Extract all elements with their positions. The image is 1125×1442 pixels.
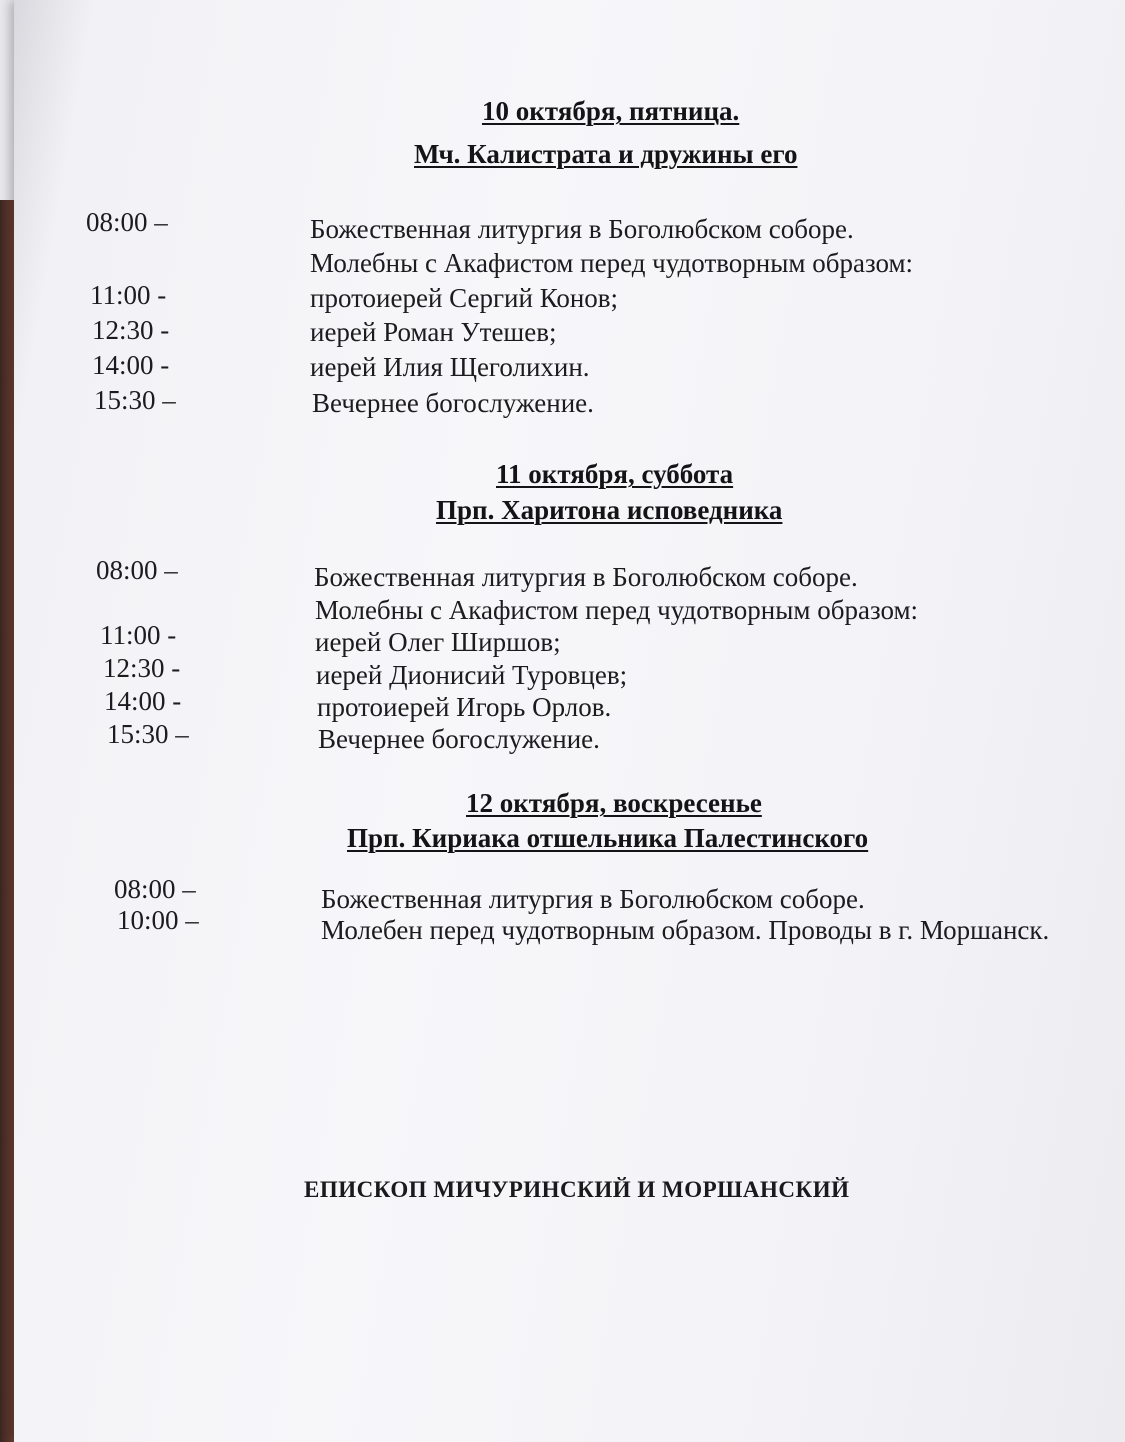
day2-event-4: иерей Дионисий Туровцев; <box>316 660 628 690</box>
day1-time-5: 14:00 - <box>92 350 170 380</box>
day2-time-1: 08:00 – <box>96 555 178 585</box>
day3-time-2: 10:00 – <box>117 905 199 935</box>
schedule-sheet <box>14 0 1125 1442</box>
day1-event-4: иерей Роман Утешев; <box>310 317 557 347</box>
day1-event-3: протоиерей Сергий Конов; <box>310 283 619 313</box>
day1-event-1: Божественная литургия в Боголюбском соборе. <box>310 214 854 244</box>
day1-event-6: Вечернее богослужение. <box>312 388 594 418</box>
day2-event-5: протоиерей Игорь Орлов. <box>317 692 612 722</box>
day2-event-1: Божественная литургия в Боголюбском соборе. <box>314 562 858 592</box>
day1-time-1: 08:00 – <box>86 207 168 237</box>
day2-event-6: Вечернее богослужение. <box>318 724 600 754</box>
day3-time-1: 08:00 – <box>114 874 196 904</box>
day1-event-2: Молебны с Акафистом перед чудотворным образом: <box>310 248 914 278</box>
day1-saint-heading: Мч. Калистрата и дружины его <box>414 139 798 169</box>
day2-event-3: иерей Олег Ширшов; <box>315 627 561 657</box>
day1-time-3: 11:00 - <box>90 280 167 310</box>
day3-event-1: Божественная литургия в Боголюбском соборе. <box>321 884 865 914</box>
day3-event-2: Молебен перед чудотворным образом. Проводы в г. Моршанск. <box>321 915 1050 945</box>
day2-time-4: 12:30 - <box>103 653 181 683</box>
day2-time-5: 14:00 - <box>104 686 182 716</box>
day1-date-heading: 10 октября, пятница. <box>482 96 740 126</box>
day1-time-6: 15:30 – <box>94 385 176 415</box>
day3-date-heading: 12 октября, воскресенье <box>466 788 762 818</box>
day2-event-2: Молебны с Акафистом перед чудотворным образом: <box>315 595 919 625</box>
day2-date-heading: 11 октября, суббота <box>496 459 734 489</box>
day1-event-5: иерей Илия Щеголихин. <box>310 352 590 382</box>
day2-time-6: 15:30 – <box>107 719 189 749</box>
day2-time-3: 11:00 - <box>100 620 177 650</box>
day3-saint-heading: Прп. Кириака отшельника Палестинского <box>347 823 869 853</box>
bishop-signature: ЕПИСКОП МИЧУРИНСКИЙ И МОРШАНСКИЙ <box>304 1177 850 1202</box>
day2-saint-heading: Прп. Харитона исповедника <box>436 495 783 525</box>
day1-time-4: 12:30 - <box>92 315 170 345</box>
